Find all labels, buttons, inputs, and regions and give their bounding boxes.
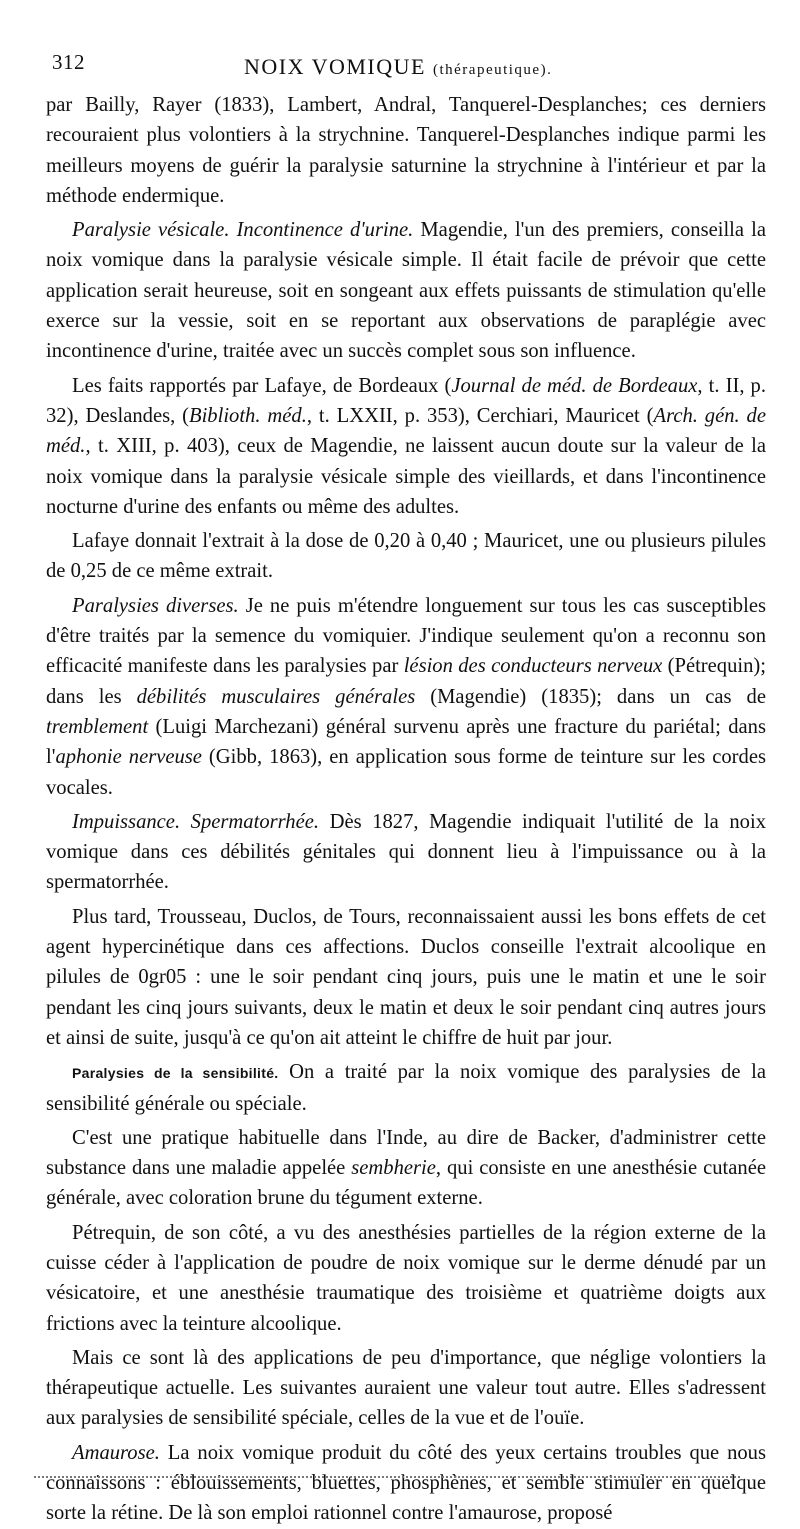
paragraph-inde-backer — [46, 1123, 766, 1214]
text-segment: , qui consiste en une anesthésie cutanée générale, avec coloration brune du tégument externe. — [46, 1157, 766, 1210]
text-segment: C'est une pratique habituelle dans l'Inde, au dire de Backer, d'administrer cette substance dans une maladie appelée — [46, 1126, 766, 1180]
page-number: 312 — [52, 50, 85, 74]
text-segment: Pétrequin, de son côté, a vu des anesthésies partielles de la région externe de la cuisse céder à l'application de poudre de noix vomique sur le derme dénudé par un vésicatoire, et une anesthésie traumatique des troisième et quatrième doigts aux frictions avec la teinture alcoolique. — [46, 1221, 766, 1335]
italic-text: tremblement — [46, 715, 149, 738]
text-segment: (Magendie) (1835); dans un cas de — [415, 685, 766, 708]
paragraph-continuation — [46, 90, 766, 211]
text-segment: La noix vomique produit du côté des yeux certains troubles que nous connaissons : éblouissements, bluettes, phosphènes, et semble stimuler en quelque sorte la rétine. De là son emploi rationnel contre l'amaurose, proposé — [46, 1441, 766, 1525]
text-segment: (Luigi Marchezani) général survenu après une fracture du pariétal; dans l' — [46, 715, 766, 769]
paragraph-faits-rapportes — [46, 371, 766, 522]
text-segment: Magendie, l'un des premiers, conseilla la noix vomique dans la paralysie vésicale simple. Il était facile de prévoir que cette application serait heureuse, soit en songeant aux effets puissants de stimulation qu'elle exerce sur la vessie, soit en se reportant aux observations de paraplégie avec incontinence d'urine, traitée avec un succès complet sous son influence. — [46, 219, 766, 363]
text-segment: Les faits rapportés par Lafaye, de Bordeaux ( — [72, 374, 452, 397]
text-segment: On a traité par la noix vomique des paralysies de la sensibilité générale ou spéciale. — [46, 1061, 766, 1115]
paragraph-applications — [46, 1343, 766, 1434]
italic-text: Impuissance. Spermatorrhée. — [72, 810, 319, 833]
paragraph-impuissance — [46, 807, 766, 898]
italic-text: Journal de méd. de Bordeaux — [451, 374, 698, 397]
text-segment: Lafaye donnait l'extrait à la dose de 0,20 à 0,40 ; Mauricet, une ou plusieurs pilules de 0,25 de ce même extrait. — [46, 530, 766, 583]
paragraph-paralysie-vesicale — [46, 215, 766, 366]
body-text — [46, 90, 766, 1529]
section-heading: Paralysies de la sensibilité. — [72, 1065, 279, 1082]
running-head — [46, 46, 766, 90]
running-title-subtitle: (thérapeutique). — [432, 62, 553, 78]
paragraph-paralysies-diverses — [46, 591, 766, 803]
text-segment: par Bailly, Rayer (1833), Lambert, Andral, Tanquerel-Desplanches; ces derniers recouraient plus volontiers à la strychnine. Tanquerel-Desplanches indique parmi les meilleurs moyens de guérir la paralysie saturnine la strychnine à l'intérieur et par la méthode endermique. — [46, 94, 766, 207]
italic-text: Arch. gén. de méd. — [46, 404, 766, 458]
italic-text: Biblioth. méd. — [189, 404, 307, 427]
italic-text: lésion des conducteurs nerveux — [403, 655, 663, 678]
italic-text: aphonie nerveuse — [55, 746, 202, 769]
text-segment: (Pétrequin); dans les — [46, 655, 766, 708]
running-title-main: NOIX VOMIQUE — [244, 54, 426, 79]
text-segment: (Gibb, 1863), en application sous forme de teinture sur les cordes vocales. — [46, 746, 766, 799]
paragraph-paralysies-sensibilite — [46, 1057, 766, 1119]
italic-text: Amaurose. — [72, 1441, 160, 1464]
italic-text: Paralysie vésicale. Incontinence d'urine. — [72, 219, 414, 242]
paragraph-petrequin — [46, 1218, 766, 1339]
text-segment: Je ne puis m'étendre longuement sur tous les cas susceptibles d'être traités par la semence du vomiquier. J'indique seulement qu'on a reconnu son efficacité manifeste dans les paralysies par — [46, 594, 766, 678]
paragraph-lafaye-dose — [46, 526, 766, 587]
paragraph-trousseau-duclos — [46, 902, 766, 1053]
italic-text: Paralysies diverses. — [72, 594, 239, 617]
italic-text: débilités musculaires générales — [136, 685, 416, 708]
text-segment: , t. XIII, p. 403), ceux de Magendie, ne laissent aucun doute sur la valeur de la noix vomique dans la paralysie vésicale simple des vieillards, et dans l'incontinence nocturne d'urine des enfants ou même des adultes. — [46, 435, 766, 518]
text-segment: , t. II, p. 32), Deslandes, ( — [46, 374, 767, 427]
italic-text: sembherie — [351, 1157, 436, 1180]
paragraph-amaurose — [46, 1438, 766, 1529]
text-segment: Plus tard, Trousseau, Duclos, de Tours, reconnaissaient aussi les bons effets de cet agent hypercinétique dans ces affections. Duclos conseille l'extrait alcoolique en pilules de 0gr05 : une le soir pendant cinq jours, puis une le matin et une le soir pendant les cinq jours suivants, deux le matin et deux le soir pendant cinq autres jours et ainsi de suite, jusqu'à ce qu'on ait atteint le chiffre de huit par jour. — [46, 905, 766, 1049]
running-title — [244, 54, 552, 80]
text-segment: Dès 1827, Magendie indiquait l'utilité de la noix vomique dans ces débilités génitales qui donnent lieu à l'impuissance ou à la spermatorrhée. — [46, 810, 766, 894]
text-segment: Mais ce sont là des applications de peu d'importance, que néglige volontiers la thérapeutique actuelle. Les suivantes auraient une valeur tout autre. Elles s'adressent aux paralysies de sensibilité spéciale, celles de la vue et de l'ouïe. — [46, 1346, 766, 1430]
text-segment: , t. LXXII, p. 353), Cerchiari, Mauricet ( — [306, 404, 654, 427]
footer-dotted-rule — [34, 1476, 740, 1478]
